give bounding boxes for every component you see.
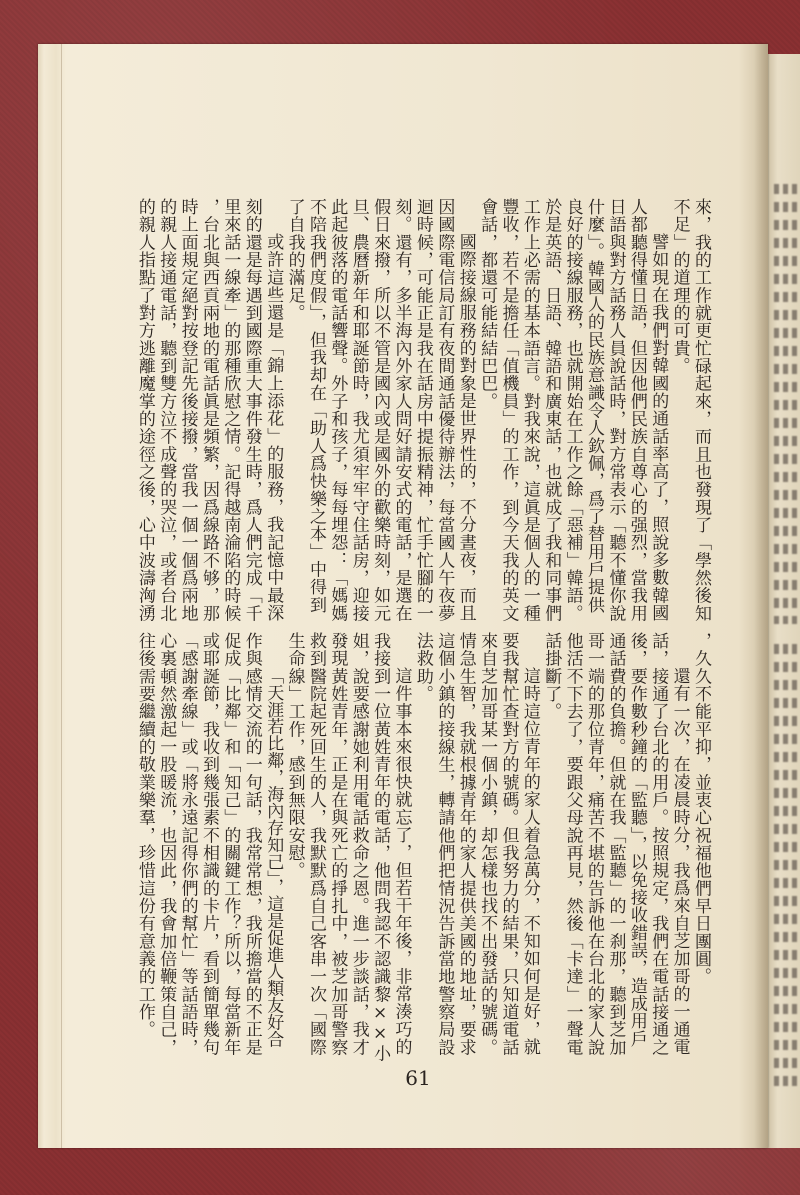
text-column: 因國際電信局訂有夜間通話優待辦法，每當國人午夜夢 [434, 198, 455, 622]
text-column: 來，我的工作就更忙碌起來，而且也發現了「學然後知 [691, 198, 711, 622]
text-column: 還有一次，在凌晨時分，我爲來自芝加哥的一通電 [669, 667, 690, 1056]
text-column: 救到醫院起死回生的人，我默默爲自己客串一次「國際 [305, 632, 326, 1056]
text-column: 此起彼落的電話響聲。外子和孩子，每每埋怨：「媽媽 [327, 198, 348, 622]
text-column: 假日來撥，所以不管是國內或是國外的歡樂時刻，如元 [370, 198, 391, 622]
text-column: 豐收，若不是擔任「值機員」的工作，到今天我的英文 [498, 198, 519, 622]
text-column: 刻。還有，多半海內外家人問好請安式的電話，是選在 [391, 198, 412, 622]
text-column: 後，要作數秒鐘的「監聽」，以免接收錯誤，造成用戶 [626, 632, 647, 1048]
text-column: 會話，都還可能結結巴巴。 [477, 198, 498, 411]
adjacent-page-text-bleed [783, 184, 788, 624]
text-column: 迴時候，可能正是我在話房中提振精神，忙手忙腳的一 [412, 198, 433, 622]
text-column: 工作上必需的基本語言。對我來說，這眞是個人的一種 [519, 198, 540, 622]
text-column: 這時這位青年的家人着急萬分，不知如何是好，就 [519, 667, 540, 1056]
text-column: 「天涯若比鄰，海內存知己」，這是促進人類友好合 [263, 667, 284, 1048]
text-column: 的親人接通電話，聽到雙方泣不成聲的哭泣，或者台北 [156, 198, 177, 622]
text-column: 國際接線服務的對象是世界性的，不分晝夜，而且 [455, 233, 476, 622]
text-column: 哥一端的那位青年，痛苦不堪的告訴他在台北的家人說 [584, 632, 605, 1056]
lower-text-section [133, 632, 711, 1062]
adjacent-page-text-bleed [792, 644, 797, 1094]
book-page [38, 44, 768, 1148]
text-column: 的親人指點了對方逃離魔掌的途徑之後，心中波濤洶湧 [134, 198, 155, 622]
page-gutter [61, 44, 62, 1148]
text-column: 於是英語、日語、韓語和廣東話，也就成了我和同事們 [541, 198, 562, 622]
text-column: 發現黃姓青年，正是在與死亡的掙扎中，被芝加哥警察 [327, 632, 348, 1056]
text-column: 話掛斷了。 [541, 632, 562, 721]
text-column: 「感謝牽線」或「將永遠記得你們的幫忙」等話語時， [177, 632, 198, 1056]
text-column: 作與感情交流的一句話，我常常想，我所擔當的不正是 [241, 632, 262, 1056]
text-column: 他活不下去了，要跟父母說再見，然後「卡達」一聲電 [562, 632, 583, 1056]
text-column: 良好的接線服務，也就開始在工作之餘「惡補」韓語。 [562, 198, 583, 622]
text-column: 我接到一位黃姓青年的電話，他問我認不認識黎××小 [370, 632, 391, 1062]
text-column: 什麼」。韓國人的民族意識令人欽佩，爲了替用戶提供 [584, 198, 605, 614]
text-column: 或耶誕節，我收到幾張素不相識的卡片，看到簡單幾句 [199, 632, 220, 1056]
page-number: 61 [405, 1066, 431, 1090]
page-crease-shadow [754, 44, 768, 1148]
text-column: 往後需要繼續的敬業樂羣，珍惜這份有意義的工作。 [134, 632, 155, 1039]
adjacent-page-edge [768, 54, 800, 1148]
text-column: 日語與對方話務人員說話時，對方常表示「聽不懂你說 [605, 198, 626, 622]
text-column: 法救助。 [412, 632, 433, 703]
text-column: 姐，說要感謝她利用電話救命之恩。進一步談話，我才 [348, 632, 369, 1056]
text-column: 里來話一線牽」的那種欣慰之情。記得越南淪陷的時候 [220, 198, 241, 622]
text-column: 了自我的滿足。 [284, 198, 305, 322]
text-column: 心裏頓然激起一股暖流，也因此，我會加倍鞭策自己， [156, 632, 177, 1056]
text-column: ，台北與西貢兩地的電話眞是頻繁，因爲線路不够，那 [199, 198, 220, 622]
upper-text-section [133, 198, 711, 622]
adjacent-page-text-bleed [774, 184, 779, 624]
adjacent-page-text-bleed [792, 184, 797, 624]
adjacent-page-text-bleed [783, 644, 788, 1094]
text-column: 來自芝加哥某一個小鎮，却怎樣也找不出發話的號碼。 [477, 632, 498, 1056]
text-column: 或許這些還是「錦上添花」的服務，我記憶中最深 [263, 233, 284, 622]
text-column: 促成「比鄰」和「知己」的關鍵工作？所以，每當新年 [220, 632, 241, 1056]
text-column: 這件事本來很快就忘了，但若干年後，非常湊巧的 [391, 667, 412, 1056]
text-column: 譬如現在我們對韓國的通話率高了，照說多數韓國 [648, 233, 669, 622]
text-column: 不陪我們度假」，但我却在「助人爲快樂之本」中得到 [305, 198, 326, 614]
text-column: 通話費的負擔。但就在我「監聽」的一刹那，聽到芝加 [605, 632, 626, 1056]
text-column: 時上面規定絕對按登記先後接撥，當我一個一個爲兩地 [177, 198, 198, 622]
text-column: 這個小鎮的接線生，轉請他們把情況告訴當地警察局設 [434, 632, 455, 1056]
adjacent-page-text-bleed [774, 644, 779, 1094]
text-column: 情急生智，我就根據青年的家人提供美國的地址，要求 [455, 632, 476, 1056]
text-column: 人都聽得懂日語，但因他們民族自尊心的强烈，當我用 [626, 198, 647, 622]
text-column: 要我幫忙查對方的號碼。但我努力的結果，只知道電話 [498, 632, 519, 1056]
text-column: 刻的還是每遇到國際重大事件發生時，爲人們完成「千 [241, 198, 262, 622]
text-column: 旦、農曆新年和耶誕節時，我尤須牢牢守住話房，迎接 [348, 198, 369, 622]
text-column: 不足」的道理的可貴。 [669, 198, 690, 375]
text-column: 話，接通了台北的用戶。按照規定，我們在電話接通之 [648, 632, 669, 1056]
text-column: 生命線」工作，感到無限安慰。 [284, 632, 305, 880]
text-column: ，久久不能平抑，並衷心祝福他們早日團圓。 [691, 632, 711, 986]
